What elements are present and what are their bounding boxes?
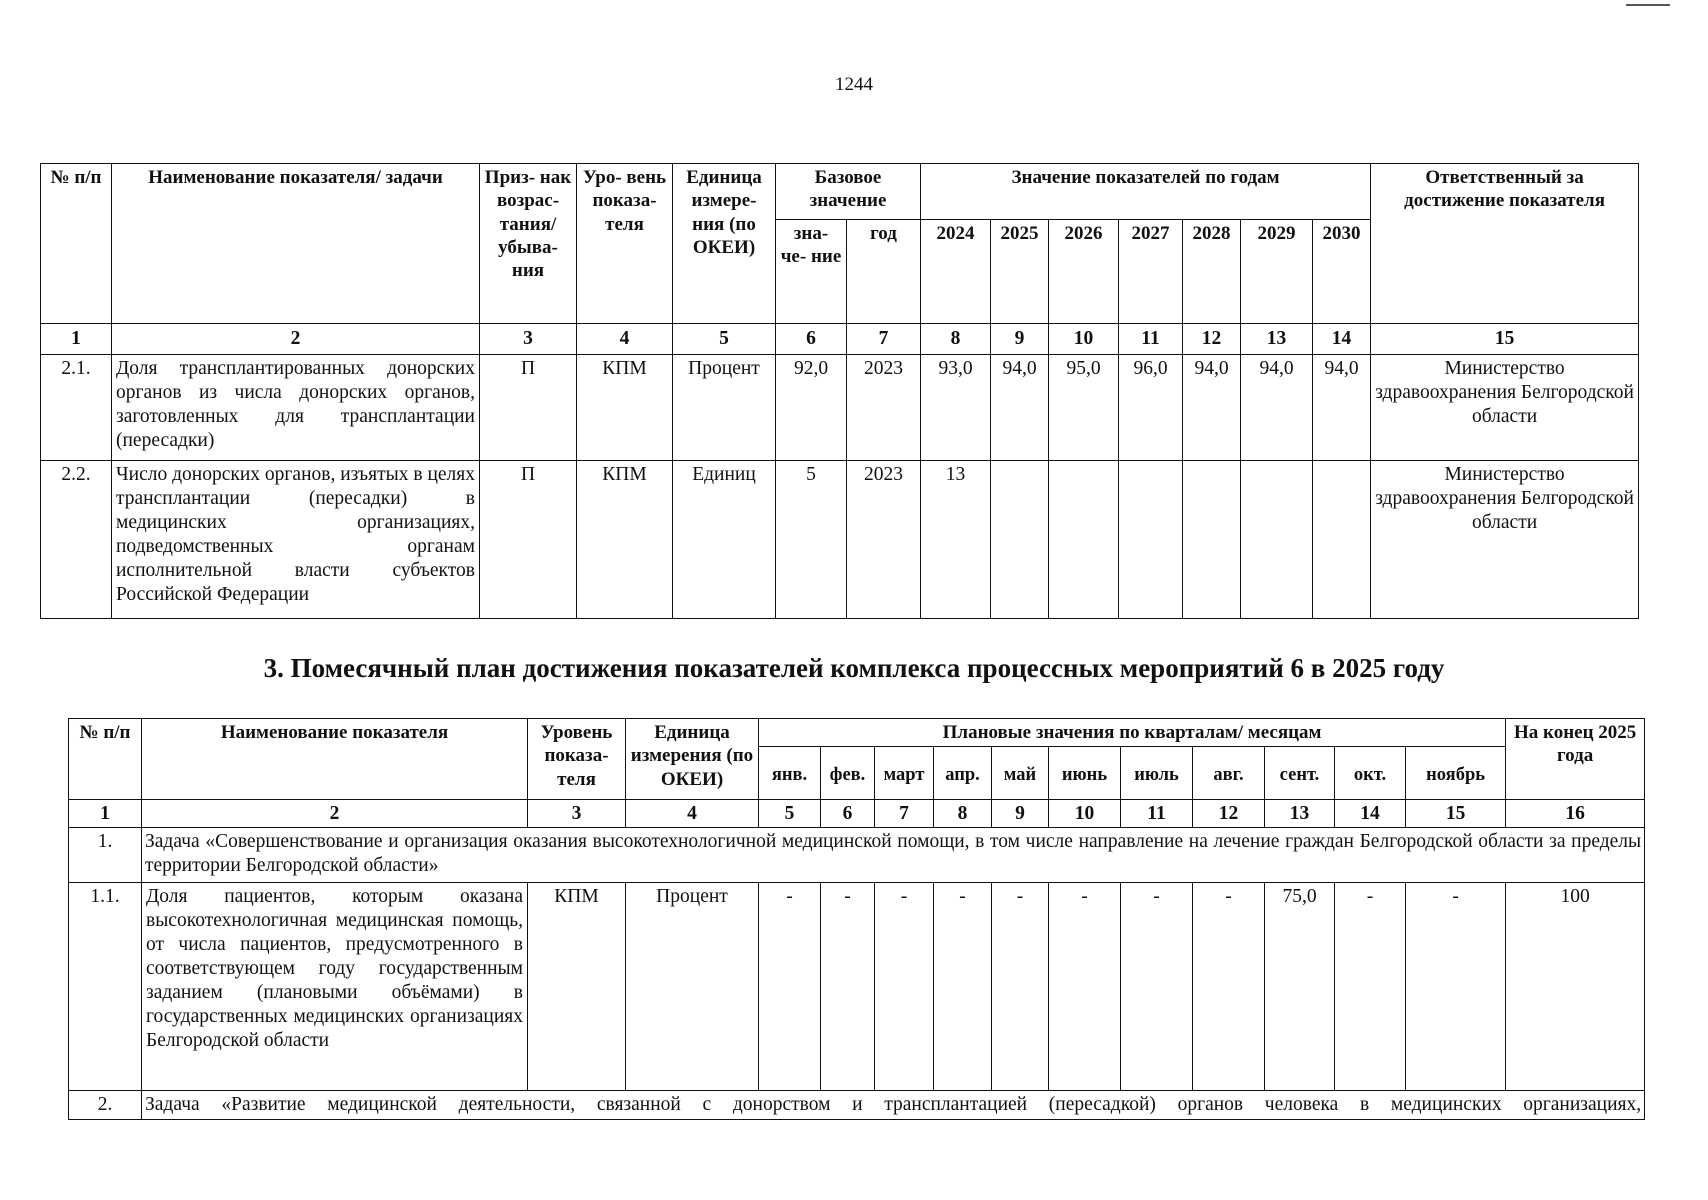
header-month: янв.	[759, 747, 821, 800]
row-num: 2.1.	[41, 355, 112, 461]
header-plan-group: Плановые значения по кварталам/ месяцам	[759, 719, 1506, 747]
column-number: 9	[992, 800, 1049, 828]
header-year: 2027	[1119, 220, 1183, 324]
row-month-value: 75,0	[1265, 883, 1335, 1091]
column-number: 3	[480, 324, 577, 355]
row-level: КПМ	[577, 355, 673, 461]
column-number: 14	[1313, 324, 1371, 355]
row-month-value: -	[992, 883, 1049, 1091]
row-year-value: 94,0	[1313, 355, 1371, 461]
row-year-value: 94,0	[991, 355, 1049, 461]
task-row	[69, 1091, 1645, 1120]
column-number: 11	[1119, 324, 1183, 355]
column-number: 4	[626, 800, 759, 828]
header-unit: Единица измерения (по ОКЕИ)	[626, 719, 759, 800]
section-title: 3. Помесячный план достижения показателей комплекса процессных мероприятий 6 в 2025 году	[263, 653, 1445, 683]
header-base-value: зна- че- ние	[776, 220, 847, 324]
header-month: июнь	[1049, 747, 1121, 800]
header-level: Уровень показа- теля	[528, 719, 626, 800]
column-number: 6	[821, 800, 875, 828]
header-base: Базовое значение	[776, 164, 921, 220]
header-num: № п/п	[41, 164, 112, 324]
header-month: июль	[1121, 747, 1193, 800]
row-responsible: Министерство здравоохранения Белгородской области	[1371, 461, 1639, 619]
header-unit: Единица измере- ния (по ОКЕИ)	[673, 164, 776, 324]
task-num: 1.	[69, 828, 142, 883]
row-month-value: -	[1121, 883, 1193, 1091]
task-text: Задача «Совершенствование и организация оказания высокотехнологичной медицинской помощи, в том числе направление на лечение граждан Белгородской области за пределы территории Белгородской области»	[142, 828, 1645, 883]
row-name: Число донорских органов, изъятых в целях трансплантации (пересадки) в медицинских организациях, подведомственных органам исполнительной власти субъектов Российской Федерации	[112, 461, 480, 619]
row-year-value: 94,0	[1241, 355, 1313, 461]
row-month-value: -	[1335, 883, 1406, 1091]
row-month-value: -	[759, 883, 821, 1091]
column-number: 3	[528, 800, 626, 828]
row-month-value: -	[875, 883, 934, 1091]
row-name: Доля пациентов, которым оказана высокотехнологичная медицинская помощь, от числа пациентов, предусмотренного в соответствующем году государственным заданием (плановыми объёмами) в государственных медицинских организациях Белгородской области	[142, 883, 528, 1091]
row-unit: Процент	[673, 355, 776, 461]
row-num: 1.1.	[69, 883, 142, 1091]
row-responsible: Министерство здравоохранения Белгородской области	[1371, 355, 1639, 461]
column-number: 2	[112, 324, 480, 355]
column-number: 2	[142, 800, 528, 828]
header-year: 2026	[1049, 220, 1119, 324]
column-numbers-row	[69, 800, 1645, 828]
header-month: фев.	[821, 747, 875, 800]
task-num: 2.	[69, 1091, 142, 1120]
row-year-value: 13	[921, 461, 991, 619]
header-year-end: На конец 2025 года	[1506, 719, 1645, 800]
row-sign: П	[480, 461, 577, 619]
header-sign: Приз- нак возрас- тания/ убыва- ния	[480, 164, 577, 324]
row-unit: Единиц	[673, 461, 776, 619]
row-base-value: 5	[776, 461, 847, 619]
row-num: 2.2.	[41, 461, 112, 619]
header-month: апр.	[934, 747, 992, 800]
column-number: 14	[1335, 800, 1406, 828]
column-number: 8	[921, 324, 991, 355]
header-month: ноябрь	[1406, 747, 1506, 800]
column-number: 8	[934, 800, 992, 828]
row-month-value: -	[1193, 883, 1265, 1091]
column-number: 15	[1406, 800, 1506, 828]
page-number: 1244	[835, 74, 873, 95]
column-number: 11	[1121, 800, 1193, 828]
indicators-table	[40, 163, 1639, 619]
column-number: 5	[673, 324, 776, 355]
header-year: 2024	[921, 220, 991, 324]
column-number: 9	[991, 324, 1049, 355]
column-number: 4	[577, 324, 673, 355]
header-month: май	[992, 747, 1049, 800]
row-unit: Процент	[626, 883, 759, 1091]
row-name: Доля трансплантированных донорских органов из числа донорских органов, заготовленных для трансплантации (пересадки)	[112, 355, 480, 461]
column-number: 1	[69, 800, 142, 828]
header-month: авг.	[1193, 747, 1265, 800]
header-num: № п/п	[69, 719, 142, 800]
header-year: 2030	[1313, 220, 1371, 324]
column-number: 7	[875, 800, 934, 828]
row-level: КПМ	[577, 461, 673, 619]
column-numbers-row	[41, 324, 1639, 355]
row-year-value	[1313, 461, 1371, 619]
row-year-value	[1241, 461, 1313, 619]
header-month: сент.	[1265, 747, 1335, 800]
column-number: 13	[1241, 324, 1313, 355]
column-number: 15	[1371, 324, 1639, 355]
header-name: Наименование показателя/ задачи	[112, 164, 480, 324]
header-level: Уро- вень показа- теля	[577, 164, 673, 324]
column-number: 5	[759, 800, 821, 828]
row-year-value: 94,0	[1183, 355, 1241, 461]
table-row	[41, 461, 1639, 619]
task-text: Задача «Развитие медицинской деятельности, связанной с донорством и трансплантацией (пересадкой) органов человека в медицинских организациях,	[142, 1091, 1645, 1120]
header-year: 2028	[1183, 220, 1241, 324]
column-number: 6	[776, 324, 847, 355]
top-rule	[1626, 4, 1670, 6]
table-row	[69, 883, 1645, 1091]
row-month-value: -	[934, 883, 992, 1091]
column-number: 10	[1049, 800, 1121, 828]
header-name: Наименование показателя	[142, 719, 528, 800]
row-year-value: 93,0	[921, 355, 991, 461]
row-year-value	[1119, 461, 1183, 619]
header-responsible: Ответственный за достижение показателя	[1371, 164, 1639, 324]
header-year: 2029	[1241, 220, 1313, 324]
task-row	[69, 828, 1645, 883]
header-base-year: год	[847, 220, 921, 324]
row-year-value: 96,0	[1119, 355, 1183, 461]
row-month-value: -	[1049, 883, 1121, 1091]
header-month: окт.	[1335, 747, 1406, 800]
row-base-value: 92,0	[776, 355, 847, 461]
row-year-value: 95,0	[1049, 355, 1119, 461]
row-year-end: 100	[1506, 883, 1645, 1091]
column-number: 12	[1193, 800, 1265, 828]
column-number: 7	[847, 324, 921, 355]
row-sign: П	[480, 355, 577, 461]
column-number: 10	[1049, 324, 1119, 355]
row-base-year: 2023	[847, 355, 921, 461]
row-level: КПМ	[528, 883, 626, 1091]
monthly-plan-table	[68, 718, 1645, 1120]
column-number: 13	[1265, 800, 1335, 828]
row-year-value	[1183, 461, 1241, 619]
row-year-value	[1049, 461, 1119, 619]
header-year: 2025	[991, 220, 1049, 324]
column-number: 16	[1506, 800, 1645, 828]
header-years-group: Значение показателей по годам	[921, 164, 1371, 220]
column-number: 12	[1183, 324, 1241, 355]
table-row	[41, 355, 1639, 461]
header-month: март	[875, 747, 934, 800]
row-month-value: -	[1406, 883, 1506, 1091]
row-base-year: 2023	[847, 461, 921, 619]
row-year-value	[991, 461, 1049, 619]
row-month-value: -	[821, 883, 875, 1091]
column-number: 1	[41, 324, 112, 355]
